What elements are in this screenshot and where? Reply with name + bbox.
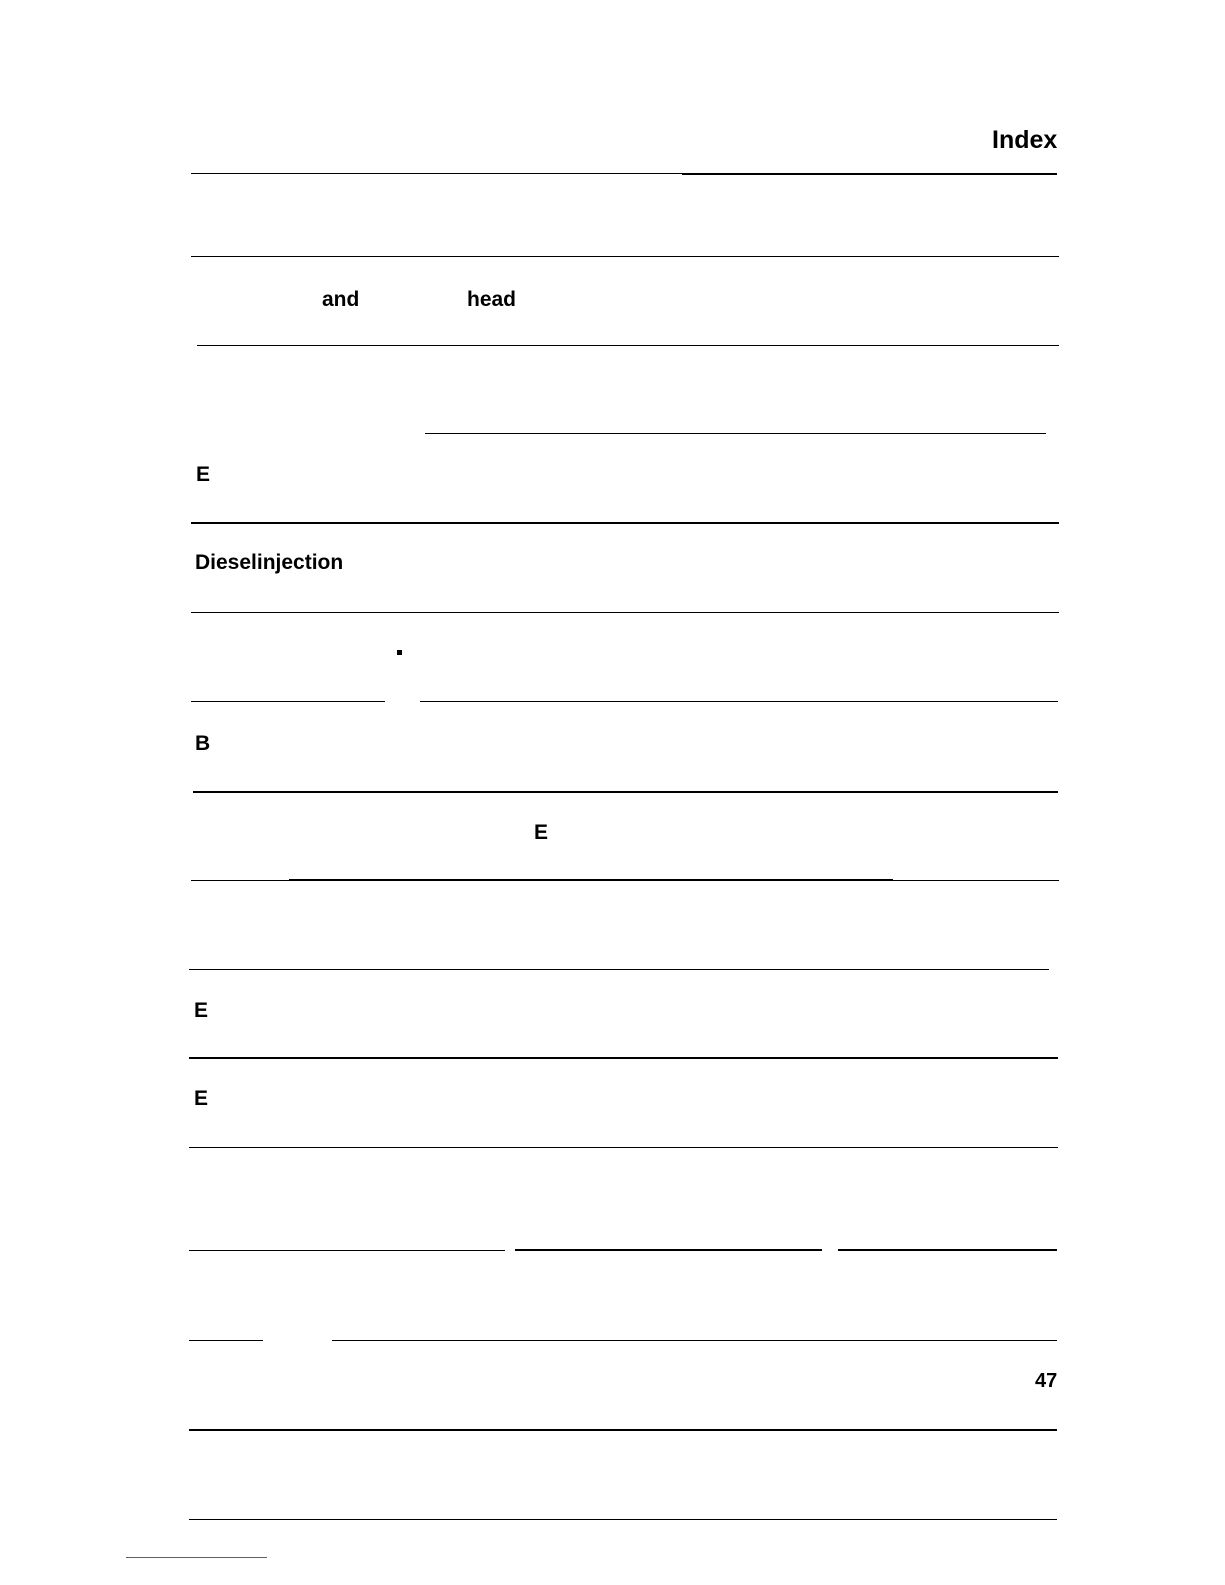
rule-line bbox=[838, 1249, 1057, 1251]
index-entry-and: and bbox=[322, 288, 360, 311]
index-entry-diesel-injection: Dieselinjection bbox=[195, 551, 344, 574]
page-title: Index bbox=[992, 126, 1058, 154]
index-entry-e: E bbox=[196, 463, 211, 486]
rule-line bbox=[191, 522, 1059, 524]
rule-line bbox=[197, 345, 1059, 346]
rule-line bbox=[189, 1057, 1058, 1059]
rule-line bbox=[189, 1519, 1057, 1520]
rule-line bbox=[289, 879, 893, 881]
rule-line bbox=[189, 1340, 263, 1341]
rule-line bbox=[189, 1429, 1057, 1431]
rule-line bbox=[191, 256, 1059, 257]
rule-line bbox=[420, 701, 1058, 702]
rule-line bbox=[191, 173, 682, 174]
index-entry-e: E bbox=[194, 999, 209, 1022]
rule-line bbox=[191, 701, 385, 702]
index-entry-e: E bbox=[534, 821, 549, 844]
bullet-mark bbox=[397, 650, 402, 655]
page-number: 47 bbox=[1035, 1370, 1058, 1392]
rule-line bbox=[191, 612, 1059, 613]
rule-line bbox=[682, 173, 1057, 175]
index-entry-e: E bbox=[194, 1087, 209, 1110]
index-entry-b: B bbox=[195, 732, 211, 755]
rule-line bbox=[425, 433, 1046, 434]
rule-line bbox=[332, 1340, 1057, 1341]
rule-line bbox=[193, 791, 1058, 793]
footer-link-underline bbox=[126, 1557, 267, 1558]
rule-line bbox=[515, 1249, 822, 1251]
rule-line bbox=[189, 1250, 505, 1251]
rule-line bbox=[189, 969, 1049, 970]
index-entry-head: head bbox=[467, 288, 517, 311]
rule-line bbox=[189, 1147, 1058, 1148]
